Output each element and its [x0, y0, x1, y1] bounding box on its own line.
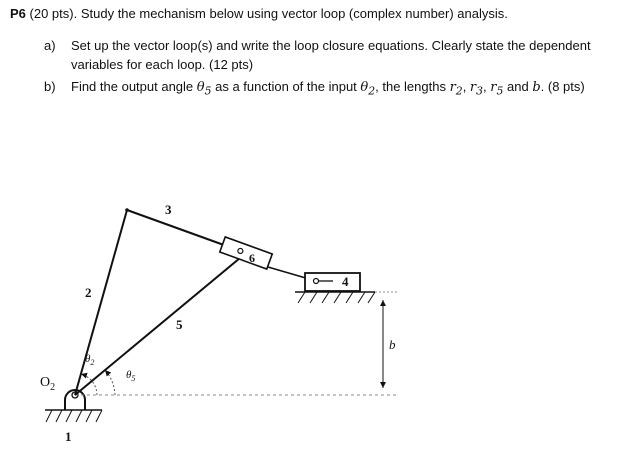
- label-link-5: 5: [176, 317, 183, 332]
- part-b-and: and: [507, 79, 529, 94]
- label-link-3: 3: [165, 202, 172, 217]
- part-b-text: Find the output angle $\theta_5$ as a function of the input $\theta_2$, the lengths $r_2$, $r_3$, $r_5$ and b. (8 pts): [71, 79, 585, 98]
- label-link-1: 1: [65, 429, 72, 444]
- ground-link-1: [45, 410, 102, 422]
- part-b-tail: . (8 pts): [540, 79, 585, 94]
- link-2: [75, 210, 127, 395]
- part-b-pre: Find the output angle: [71, 79, 194, 94]
- label-link-6: 6: [249, 251, 255, 265]
- part-b-mid1: as a function of the input: [215, 79, 357, 94]
- label-link-4: 4: [342, 274, 349, 289]
- part-a-text: Set up the vector loop(s) and write the loop closure equations. Clearly state the dependent variables for each loop. (12 pts): [71, 38, 591, 72]
- slider-block-4: [305, 273, 360, 291]
- slider-block-6: [220, 237, 272, 269]
- part-a-label: a): [44, 38, 56, 53]
- r5-symbol: $r_5$: [490, 80, 504, 98]
- part-b-label: b): [44, 79, 56, 94]
- r3-symbol: $r_3$: [469, 80, 484, 98]
- theta2-symbol: $\theta_2$: [360, 80, 376, 98]
- label-b: b: [389, 337, 396, 352]
- problem-points: (20 pts).: [29, 6, 78, 21]
- r2-symbol: $r_2$: [449, 80, 463, 98]
- link-5: [75, 253, 246, 395]
- label-theta2: $\theta_2$: [85, 353, 95, 367]
- slider-ground: [295, 292, 375, 303]
- label-o2: $O_2$: [40, 375, 56, 393]
- b-symbol: b: [532, 80, 541, 95]
- pin-a: [125, 208, 129, 212]
- label-link-2: 2: [85, 285, 92, 300]
- label-theta5: $\theta_5$: [126, 369, 136, 383]
- theta5-symbol: $\theta_5$: [196, 80, 212, 98]
- theta5-arc: [105, 370, 115, 395]
- part-b-mid2: , the lengths: [375, 79, 446, 94]
- problem-number: P6: [10, 6, 26, 21]
- problem-statement: Study the mechanism below using vector loop (complex number) analysis.: [80, 6, 508, 21]
